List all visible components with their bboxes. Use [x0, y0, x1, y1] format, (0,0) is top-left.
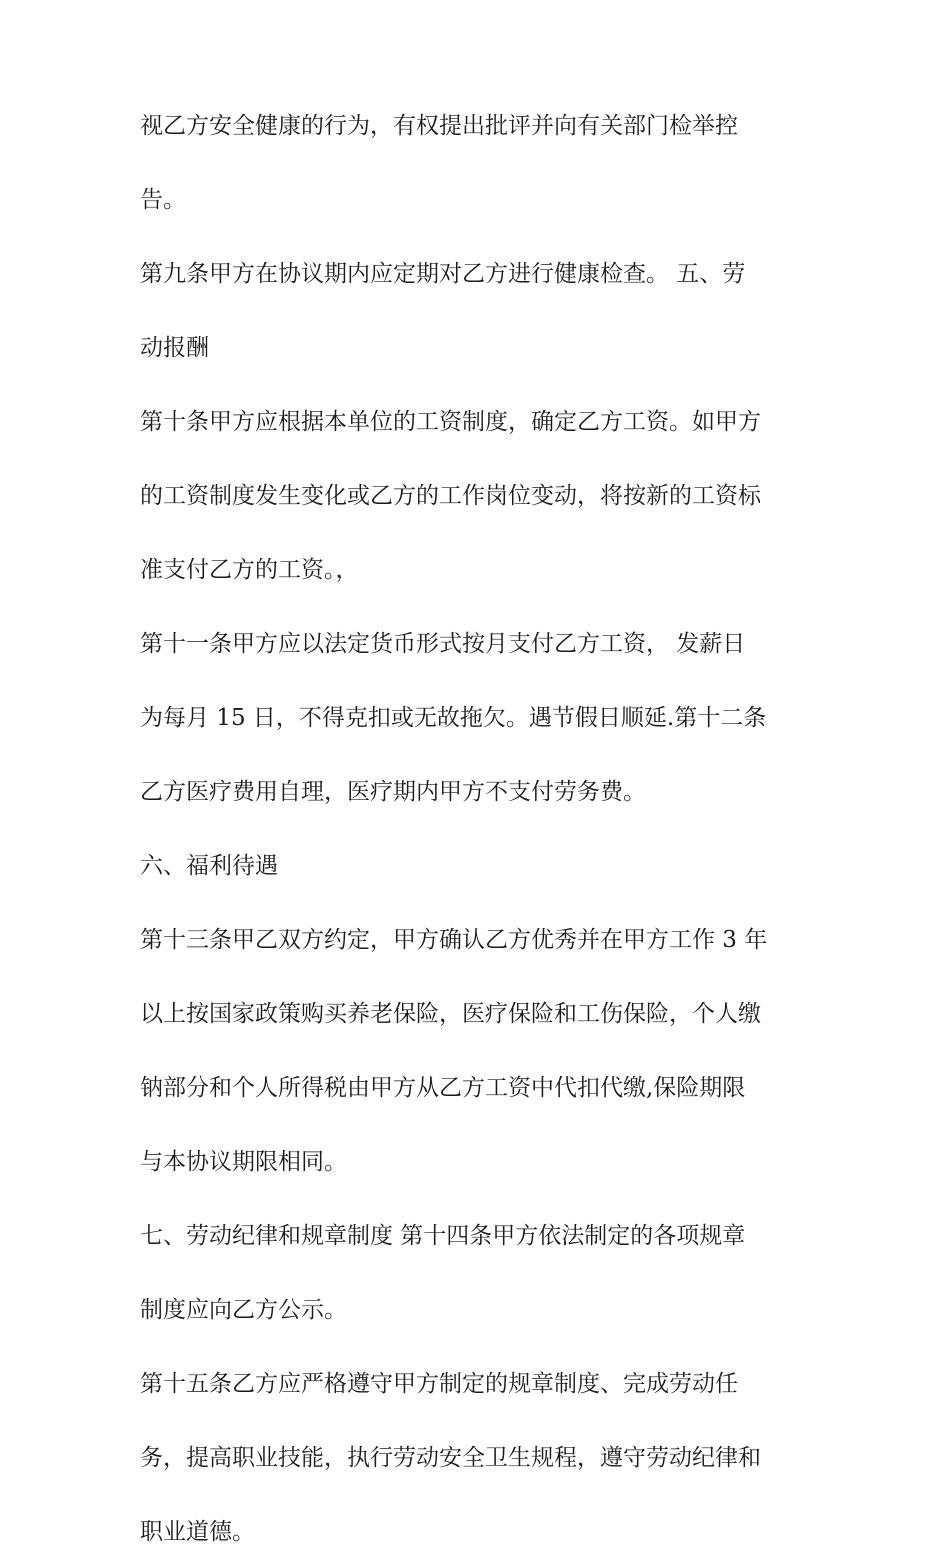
text-line: 七、劳动纪律和规章制度 第十四条甲方依法制定的各项规章 [140, 1223, 746, 1249]
paragraph-article-13 [140, 922, 820, 1218]
text-line: 钠部分和个人所得税由甲方从乙方工资中代扣代缴,保险期限 [140, 1075, 746, 1101]
paragraph-article-10 [140, 404, 820, 626]
text-line: 第九条甲方在协议期内应定期对乙方进行健康检查。 五、劳 [140, 261, 746, 287]
text-line: 以上按国家政策购买养老保险，医疗保险和工伤保险，个人缴 [140, 1001, 761, 1027]
text-line: 的工资制度发生变化或乙方的工作岗位变动，将按新的工资标 [140, 483, 761, 509]
paragraph-article-11-12 [140, 626, 820, 848]
text-line: 准支付乙方的工资。， [140, 557, 359, 583]
text-line: 告。 [140, 187, 186, 213]
text-line: 第十三条甲乙双方约定，甲方确认乙方优秀并在甲方工作 3 年 [140, 927, 768, 953]
text-line: 乙方医疗费用自理，医疗期内甲方不支付劳务费。 [140, 779, 646, 805]
paragraph-article-14 [140, 1218, 820, 1366]
paragraph-article-9 [140, 256, 820, 404]
text-line: 第十一条甲方应以法定货币形式按月支付乙方工资， 发薪日 [140, 631, 746, 657]
text-line: 第十五条乙方应严格遵守甲方制定的规章制度、完成劳动任 [140, 1371, 738, 1397]
text-line: 务，提高职业技能，执行劳动安全卫生规程，遵守劳动纪律和 [140, 1445, 761, 1471]
text-line: 职业道德。 [140, 1519, 255, 1545]
text-line: 为每月 15 日，不得克扣或无故拖欠。遇节假日顺延.第十二条 [140, 705, 767, 731]
text-line: 视乙方安全健康的行为，有权提出批评并向有关部门检举控 [140, 113, 738, 139]
paragraph-article-15 [140, 1366, 820, 1551]
document-body [140, 108, 820, 1551]
section-heading-benefits [140, 848, 820, 922]
paragraph-safety-criticism [140, 108, 820, 256]
text-line: 制度应向乙方公示。 [140, 1297, 347, 1323]
text-line: 与本协议期限相同。 [140, 1149, 347, 1175]
section-heading: 六、福利待遇 [140, 853, 278, 879]
text-line: 第十条甲方应根据本单位的工资制度，确定乙方工资。如甲方 [140, 409, 761, 435]
text-line: 动报酬 [140, 335, 209, 361]
